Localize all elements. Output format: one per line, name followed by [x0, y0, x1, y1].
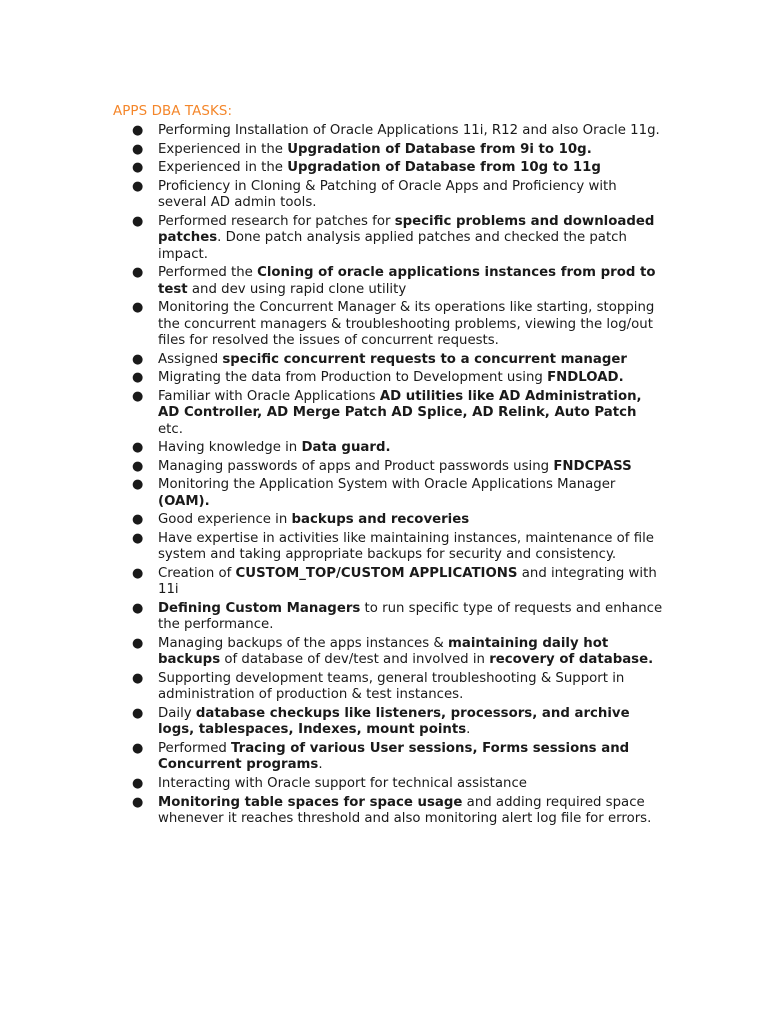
bullet-icon: ● [132, 565, 144, 581]
task-text-bold: Tracing of various User sessions, Forms sessions and Concurrent programs [158, 740, 630, 773]
task-text: Good experience in [158, 512, 292, 528]
task-text: Managing passwords of apps and Product passwords using [158, 458, 554, 474]
task-list-item [113, 265, 665, 298]
task-text: Have expertise in activities like maintaining instances, maintenance of file system and taking appropriate backups for security and consistency. [158, 530, 654, 563]
task-text: and integrating with 11i [158, 565, 657, 598]
task-text: and dev using rapid clone utility [187, 281, 407, 297]
task-text-bold: Cloning of oracle applications instances from prod to test [158, 265, 656, 297]
bullet-icon: ● [132, 351, 144, 367]
task-text-bold: recovery of database. [489, 652, 654, 668]
task-text: of database of dev/test and involved in [220, 652, 490, 668]
task-text: Experienced in the [158, 141, 288, 157]
bullet-icon: ● [132, 388, 144, 404]
task-text-bold: Defining Custom Managers [158, 600, 361, 616]
task-text: Having knowledge in [158, 440, 302, 456]
bullet-icon: ● [132, 178, 144, 194]
task-text-bold: FNDCPASS [553, 458, 632, 474]
task-list-item [113, 601, 665, 634]
task-text: Monitoring the Concurrent Manager & its operations like starting, stopping the concurrent managers & troubleshooting problems, viewing the log/out files for resolved the issues of concurrent requests. [158, 300, 655, 348]
task-text-bold: specific problems and downloaded patches [158, 213, 655, 246]
bullet-icon: ● [132, 265, 144, 281]
task-text-bold: Data guard. [301, 440, 391, 456]
task-list-item [113, 123, 665, 139]
task-list-item [113, 440, 665, 456]
task-list-item [113, 370, 665, 386]
document-page [113, 103, 665, 830]
section-heading: APPS DBA TASKS: [113, 104, 233, 119]
task-text-bold: Upgradation of Database from 10g to 11g [287, 160, 601, 176]
task-text: Migrating the data from Production to Development using [158, 370, 548, 386]
task-list-item [113, 352, 665, 368]
task-text-bold: AD utilities like AD Administration, AD Controller, AD Merge Patch AD Splice, AD Relink, Auto Patch [158, 388, 642, 421]
task-text: Managing backups of the apps instances & [158, 635, 448, 651]
bullet-icon: ● [132, 477, 144, 493]
task-text: . Done patch analysis applied patches and checked the patch impact. [158, 230, 627, 262]
bullet-icon: ● [132, 370, 144, 386]
task-list-item [113, 795, 665, 828]
task-text-bold: FNDLOAD. [547, 370, 624, 386]
task-list-item [113, 706, 665, 739]
task-text-bold: maintaining daily hot backups [158, 635, 609, 668]
task-list-item [113, 671, 665, 704]
task-text: . [318, 757, 323, 773]
bullet-icon: ● [132, 458, 144, 474]
task-list-item [113, 160, 665, 176]
task-list-item [113, 300, 665, 349]
task-text: Creation of [158, 565, 236, 581]
task-list-item [113, 776, 665, 792]
bullet-icon: ● [132, 512, 144, 528]
bullet-icon: ● [132, 530, 144, 546]
task-text: Performing Installation of Oracle Applications 11i, R12 and also Oracle 11g. [158, 123, 660, 138]
bullet-icon: ● [132, 794, 144, 810]
bullet-icon: ● [132, 705, 144, 721]
bullet-icon: ● [132, 440, 144, 456]
task-list-item [113, 389, 665, 438]
task-text: Interacting with Oracle support for technical assistance [158, 775, 527, 791]
bullet-icon: ● [132, 635, 144, 651]
task-text: Monitoring the Application System with Oracle Applications Manager [158, 477, 616, 493]
task-text-bold: (OAM). [158, 493, 210, 509]
task-text: Daily [158, 705, 196, 721]
task-list-item [113, 214, 665, 263]
task-list-item [113, 636, 665, 669]
task-text-bold: database checkups like listeners, processors, and archive logs, tablespaces, Indexes, mount points [158, 705, 630, 738]
bullet-icon: ● [132, 740, 144, 756]
task-text: Supporting development teams, general troubleshooting & Support in administration of production & test instances. [158, 670, 625, 703]
task-text-bold: Monitoring table spaces for space usage [158, 794, 463, 810]
bullet-icon: ● [132, 213, 144, 229]
bullet-icon: ● [132, 670, 144, 686]
bullet-icon: ● [132, 775, 144, 791]
task-text: Proficiency in Cloning & Patching of Oracle Apps and Proficiency with several AD admin tools. [158, 178, 617, 211]
bullet-icon: ● [132, 600, 144, 616]
task-text: Performed [158, 740, 232, 756]
task-text: and adding required space whenever it reaches threshold and also monitoring alert log file for errors. [158, 794, 652, 826]
task-text: etc. [158, 421, 183, 437]
task-list-item [113, 512, 665, 528]
task-list-item [113, 531, 665, 564]
task-text: to run specific type of requests and enhance the performance. [158, 600, 663, 633]
task-list [113, 123, 665, 827]
task-list-item [113, 566, 665, 599]
task-list-item [113, 459, 665, 475]
bullet-icon: ● [132, 141, 144, 157]
task-text: . [466, 722, 471, 738]
task-text-bold: Upgradation of Database from 9i to 10g. [287, 141, 592, 157]
bullet-icon: ● [132, 300, 144, 316]
task-list-item [113, 741, 665, 774]
task-text-bold: specific concurrent requests to a concurrent manager [222, 351, 627, 367]
task-text: Familiar with Oracle Applications [158, 388, 380, 404]
task-list-item [113, 142, 665, 158]
task-text-bold: CUSTOM_TOP/CUSTOM APPLICATIONS [235, 565, 518, 581]
task-list-item [113, 477, 665, 510]
task-text: Assigned [158, 351, 223, 367]
task-text: Performed the [158, 265, 258, 281]
task-list-item [113, 179, 665, 212]
task-text: Experienced in the [158, 160, 288, 176]
task-text: Performed research for patches for [158, 213, 395, 229]
bullet-icon: ● [132, 160, 144, 176]
bullet-icon: ● [132, 123, 144, 138]
task-text-bold: backups and recoveries [291, 512, 470, 528]
